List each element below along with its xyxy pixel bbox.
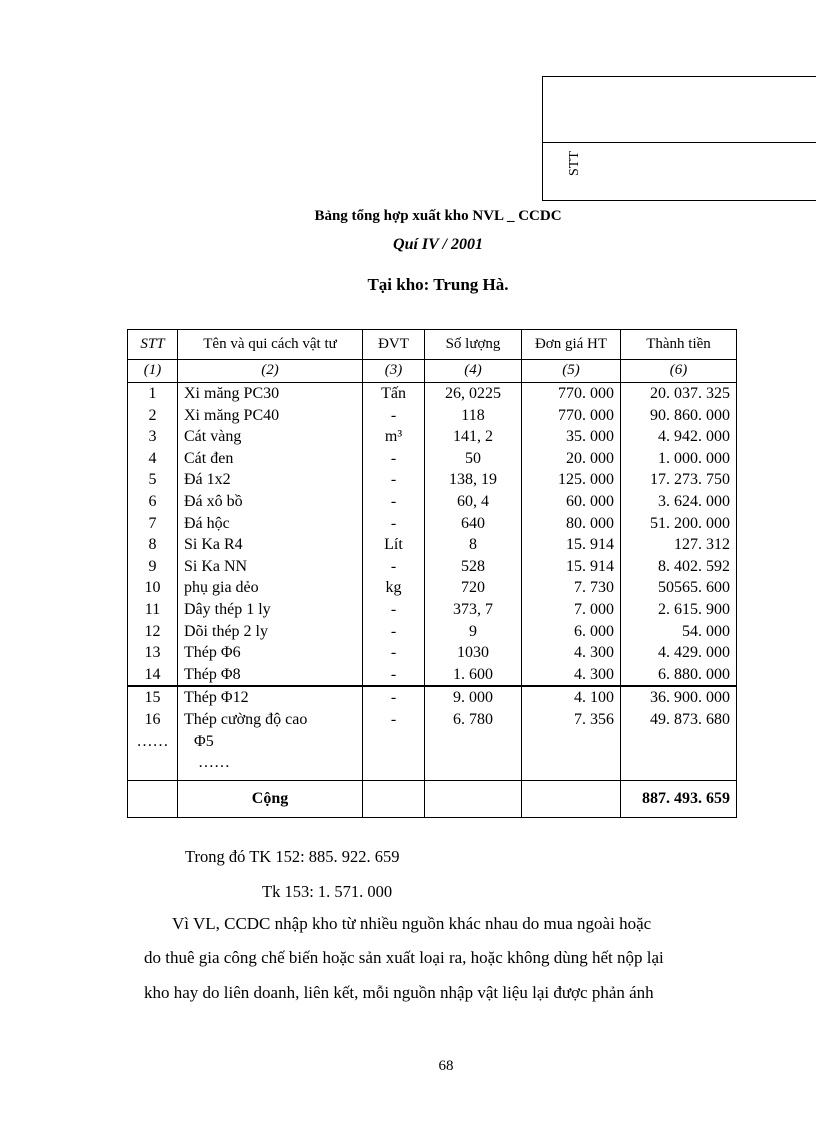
row-name: Dây thép 1 ly [178, 599, 363, 621]
row-amount: 49. 873. 680 [621, 709, 737, 731]
row-name: Thép cường độ cao [178, 709, 363, 731]
row-qty: 138, 19 [425, 469, 522, 491]
row-price: 770. 000 [522, 383, 621, 405]
row-amount: 1. 000. 000 [621, 448, 737, 470]
row-qty [425, 731, 522, 753]
row-unit: - [363, 642, 425, 664]
row-qty: 528 [425, 556, 522, 578]
row-price: 7. 730 [522, 577, 621, 599]
header-price: Đơn giá HT [522, 330, 621, 360]
row-name: Xi măng PC30 [178, 383, 363, 405]
row-name: Thép Φ12 [178, 686, 363, 709]
row-price [522, 752, 621, 780]
corner-stt-label: STT [567, 151, 582, 176]
table-row [128, 383, 737, 405]
row-unit: - [363, 664, 425, 687]
table-row [128, 405, 737, 427]
row-amount: 51. 200. 000 [621, 513, 737, 535]
row-price: 7. 356 [522, 709, 621, 731]
row-amount: 36. 900. 000 [621, 686, 737, 709]
row-stt: 15 [128, 686, 178, 709]
row-amount: 90. 860. 000 [621, 405, 737, 427]
row-qty: 26, 0225 [425, 383, 522, 405]
row-price: 4. 100 [522, 686, 621, 709]
row-name: Si Ka NN [178, 556, 363, 578]
row-amount: 54. 000 [621, 621, 737, 643]
row-amount: 4. 429. 000 [621, 642, 737, 664]
row-qty: 118 [425, 405, 522, 427]
table-row [128, 577, 737, 599]
table-row [128, 686, 737, 709]
row-name: phụ gia dẻo [178, 577, 363, 599]
row-qty: 720 [425, 577, 522, 599]
table-row [128, 556, 737, 578]
row-price: 20. 000 [522, 448, 621, 470]
row-stt: 4 [128, 448, 178, 470]
row-name: Thép Φ6 [178, 642, 363, 664]
row-unit [363, 752, 425, 780]
title-line1: Bảng tổng hợp xuất kho NVL _ CCDC [314, 208, 562, 224]
column-number-row [128, 360, 737, 383]
row-qty: 1. 600 [425, 664, 522, 687]
row-qty: 50 [425, 448, 522, 470]
row-name: Cát đen [178, 448, 363, 470]
colnum-2: (2) [178, 360, 363, 383]
row-amount [621, 731, 737, 753]
corner-box [542, 76, 816, 201]
row-amount: 2. 615. 900 [621, 599, 737, 621]
row-qty: 8 [425, 534, 522, 556]
table-row [128, 469, 737, 491]
row-amount: 3. 624. 000 [621, 491, 737, 513]
row-unit: - [363, 709, 425, 731]
row-unit [363, 731, 425, 753]
row-unit: - [363, 513, 425, 535]
row-name: Φ5 [178, 731, 363, 753]
row-unit: - [363, 448, 425, 470]
row-name: Đá hộc [178, 513, 363, 535]
row-unit: Tấn [363, 383, 425, 405]
row-unit: - [363, 491, 425, 513]
colnum-4: (4) [425, 360, 522, 383]
row-price: 35. 000 [522, 426, 621, 448]
row-qty: 9 [425, 621, 522, 643]
table-row [128, 513, 737, 535]
row-stt: 10 [128, 577, 178, 599]
title-line2: Quí IV / 2001 [393, 236, 483, 253]
row-stt: 11 [128, 599, 178, 621]
row-price: 6. 000 [522, 621, 621, 643]
row-price: 15. 914 [522, 534, 621, 556]
row-price: 7. 000 [522, 599, 621, 621]
row-stt: 1 [128, 383, 178, 405]
table-row [128, 642, 737, 664]
table-row [128, 709, 737, 731]
row-unit: - [363, 599, 425, 621]
row-name: Đá 1x2 [178, 469, 363, 491]
row-price: 80. 000 [522, 513, 621, 535]
total-empty-cell [425, 780, 522, 817]
row-amount: 20. 037. 325 [621, 383, 737, 405]
total-amount: 887. 493. 659 [621, 780, 737, 817]
table-row [128, 621, 737, 643]
row-stt: 14 [128, 664, 178, 687]
row-unit: m³ [363, 426, 425, 448]
row-qty: 640 [425, 513, 522, 535]
total-label: Cộng [178, 780, 363, 817]
row-stt: 8 [128, 534, 178, 556]
row-amount [621, 752, 737, 780]
header-name: Tên và qui cách vật tư [178, 330, 363, 360]
table-row [128, 664, 737, 687]
row-stt: 12 [128, 621, 178, 643]
row-stt: 6 [128, 491, 178, 513]
row-stt: 2 [128, 405, 178, 427]
row-stt: 7 [128, 513, 178, 535]
row-qty: 1030 [425, 642, 522, 664]
row-qty: 6. 780 [425, 709, 522, 731]
row-name: Cát vàng [178, 426, 363, 448]
row-price: 4. 300 [522, 664, 621, 687]
row-name: …… [178, 752, 363, 780]
summary-table [127, 329, 737, 818]
tk153-line: Tk 153: 1. 571. 000 [262, 882, 393, 901]
row-stt: 16 [128, 709, 178, 731]
tk152-line: Trong đó TK 152: 885. 922. 659 [185, 847, 400, 866]
row-amount: 17. 273. 750 [621, 469, 737, 491]
row-qty: 373, 7 [425, 599, 522, 621]
row-price: 770. 000 [522, 405, 621, 427]
title-line3: Tại kho: Trung Hà. [367, 275, 509, 294]
row-amount: 50565. 600 [621, 577, 737, 599]
colnum-5: (5) [522, 360, 621, 383]
row-stt: 13 [128, 642, 178, 664]
row-price: 125. 000 [522, 469, 621, 491]
row-name: Si Ka R4 [178, 534, 363, 556]
row-amount: 127. 312 [621, 534, 737, 556]
page-number: 68 [438, 1058, 454, 1074]
table-row [128, 599, 737, 621]
table-header-row [128, 330, 737, 360]
row-name: Thép Φ8 [178, 664, 363, 687]
row-unit: - [363, 556, 425, 578]
table-row [128, 426, 737, 448]
header-amount: Thành tiền [621, 330, 737, 360]
row-qty [425, 752, 522, 780]
colnum-6: (6) [621, 360, 737, 383]
row-name: Dõi thép 2 ly [178, 621, 363, 643]
row-qty: 141, 2 [425, 426, 522, 448]
colnum-1: (1) [128, 360, 178, 383]
total-empty-cell [363, 780, 425, 817]
row-price: 60. 000 [522, 491, 621, 513]
header-stt: STT [128, 330, 178, 360]
row-name: Xi măng PC40 [178, 405, 363, 427]
total-empty-cell [128, 780, 178, 817]
table-row [128, 534, 737, 556]
row-stt [128, 752, 178, 780]
row-price: 15. 914 [522, 556, 621, 578]
row-stt: …… [128, 731, 178, 753]
row-amount: 4. 942. 000 [621, 426, 737, 448]
table-row [128, 491, 737, 513]
corner-box-divider [543, 142, 816, 143]
table-row-continuation [128, 731, 737, 753]
table-row-continuation [128, 752, 737, 780]
table-total-row [128, 780, 737, 817]
row-unit: - [363, 405, 425, 427]
row-unit: - [363, 469, 425, 491]
row-stt: 5 [128, 469, 178, 491]
colnum-3: (3) [363, 360, 425, 383]
table-row [128, 448, 737, 470]
header-qty: Số lượng [425, 330, 522, 360]
row-price [522, 731, 621, 753]
row-stt: 9 [128, 556, 178, 578]
paragraph-line-1: Vì VL, CCDC nhập kho từ nhiều nguồn khác nhau do mua ngoài hoặc [172, 914, 652, 933]
paragraph-line-3: kho hay do liên doanh, liên kết, mỗi nguồn nhập vật liệu lại được phản ánh [144, 983, 654, 1002]
row-unit: kg [363, 577, 425, 599]
header-unit: ĐVT [363, 330, 425, 360]
row-qty: 60, 4 [425, 491, 522, 513]
row-amount: 6. 880. 000 [621, 664, 737, 687]
paragraph-line-2: do thuê gia công chế biến hoặc sản xuất loại ra, hoặc không dùng hết nộp lại [144, 948, 664, 967]
row-amount: 8. 402. 592 [621, 556, 737, 578]
row-unit: Lít [363, 534, 425, 556]
row-unit: - [363, 621, 425, 643]
row-name: Đá xô bồ [178, 491, 363, 513]
row-qty: 9. 000 [425, 686, 522, 709]
row-unit: - [363, 686, 425, 709]
row-stt: 3 [128, 426, 178, 448]
total-empty-cell [522, 780, 621, 817]
row-price: 4. 300 [522, 642, 621, 664]
